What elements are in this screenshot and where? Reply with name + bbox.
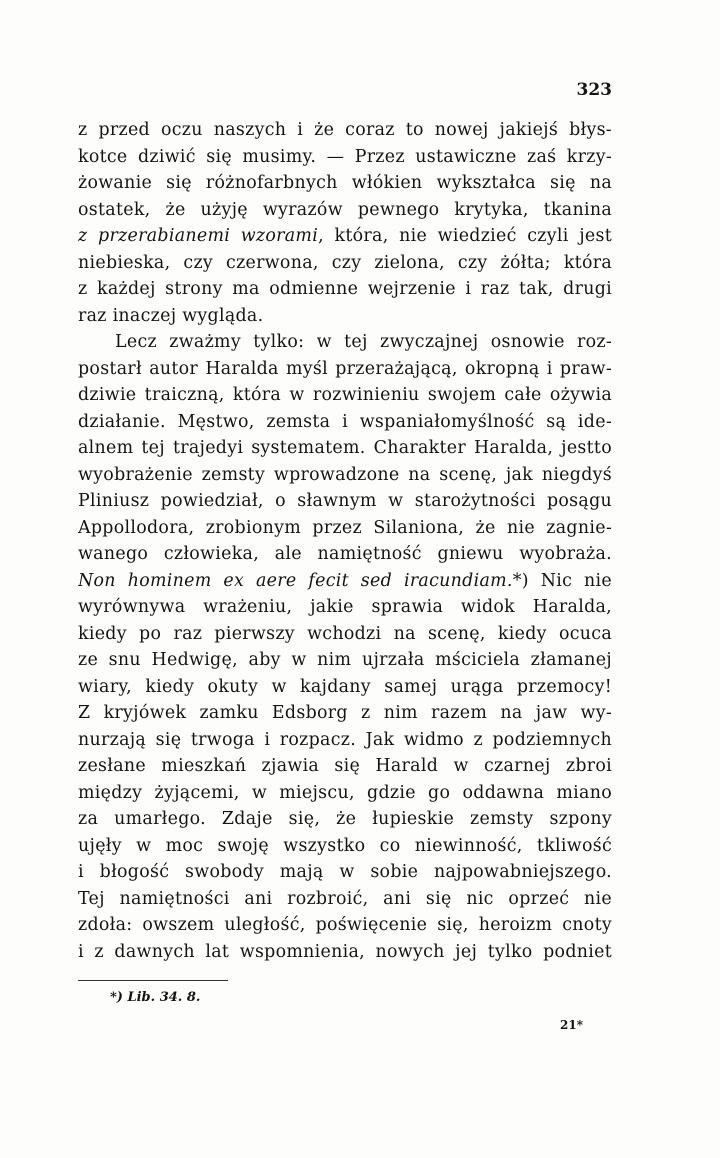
text-line: dziwie traiczną, która w rozwinieniu swojem całe ożywia <box>78 385 612 405</box>
text-fragment: , która, nie wiedzieć czyli jest <box>318 226 612 246</box>
text-line: i z dawnych lat wspomnienia, nowych jej tylko podniet <box>78 941 612 962</box>
text-line: zdoła: owszem uległość, poświęcenie się, heroizm cnoty <box>78 915 612 935</box>
footnote: *) Lib. 34. 8. <box>110 990 201 1005</box>
text-line: z przed oczu naszych i że coraz to nowej jakiejś błys- <box>78 120 612 140</box>
text-line: wiary, kiedy okuty w kajdany samej urąga przemocy! <box>78 676 612 697</box>
text-line: Lecz zważmy tylko: w tej zwyczajnej osnowie roz- <box>115 332 612 352</box>
text-fragment: *) Nic nie <box>512 570 612 591</box>
text-line: i błogość swobody mają w sobie najpowabniejszego. <box>78 862 612 882</box>
page-number: 323 <box>576 80 612 100</box>
text-line: Pliniusz powiedział, o sławnym w starożytności posągu <box>78 491 612 511</box>
text-line: ze snu Hedwigę, aby w nim ujrzała mściciela złamanej <box>78 650 612 670</box>
text-line <box>78 568 612 595</box>
text-line: alnem tej trajedyi systematem. Charakter Haralda, jestto <box>78 438 612 458</box>
text-line: wyobrażenie zemsty wprowadzone na scenę, jak niegdyś <box>78 464 612 485</box>
text-line: między żyjącemi, w miejscu, gdzie go oddawna miano <box>78 782 612 803</box>
text-line: żowanie się różnofarbnych włókien wykształca się na <box>78 173 612 193</box>
printer-signature-mark: 21* <box>560 1018 583 1032</box>
body-text <box>78 117 612 965</box>
text-line: wyrównywa wrażeniu, jakie sprawia widok Haralda, <box>78 597 612 617</box>
text-line: Z kryjówek zamku Edsborg z nim razem na jaw wy- <box>78 703 612 723</box>
text-line <box>78 223 612 250</box>
text-line: ujęły w moc swoję wszystko co niewinność, tkliwość <box>78 835 612 856</box>
text-line: niebieska, czy czerwona, czy zielona, czy żółta; która <box>78 252 612 273</box>
italic-phrase: z przerabianemi wzorami <box>78 226 319 246</box>
text-line: Appollodora, zrobionym przez Silaniona, że nie zagnie- <box>78 517 612 538</box>
text-line: raz inaczej wygląda. <box>78 305 264 326</box>
text-line: wanego człowieka, ale namiętność gniewu wyobraża. <box>78 544 612 564</box>
text-line: kotce dziwić się musimy. — Przez ustawiczne zaś krzy- <box>78 146 612 167</box>
text-line: nurzają się trwoga i rozpacz. Jak widmo z podziemnych <box>78 729 612 750</box>
latin-quote: Non hominem ex aere fecit sed iracundiam. <box>78 570 513 591</box>
text-line: postarł autor Haralda myśl przerażającą, okropną i praw- <box>78 358 612 379</box>
text-line: Tej namiętności ani rozbroić, ani się nic oprzeć nie <box>78 888 612 909</box>
text-line: z każdej strony ma odmienne wejrzenie i raz tak, drugi <box>78 279 612 299</box>
text-line: zesłane mieszkań zjawia się Harald w czarnej zbroi <box>78 756 612 776</box>
text-line: kiedy po raz pierwszy wchodzi na scenę, kiedy ocuca <box>78 623 612 644</box>
text-line: działanie. Męstwo, zemsta i wspaniałomyślność są ide- <box>78 411 612 432</box>
text-line: ostatek, że użyję wyrazów pewnego krytyka, tkanina <box>78 199 612 220</box>
text-line: za umarłego. Zdaje się, że łupieskie zemsty szpony <box>78 809 612 829</box>
footnote-divider <box>78 980 228 981</box>
